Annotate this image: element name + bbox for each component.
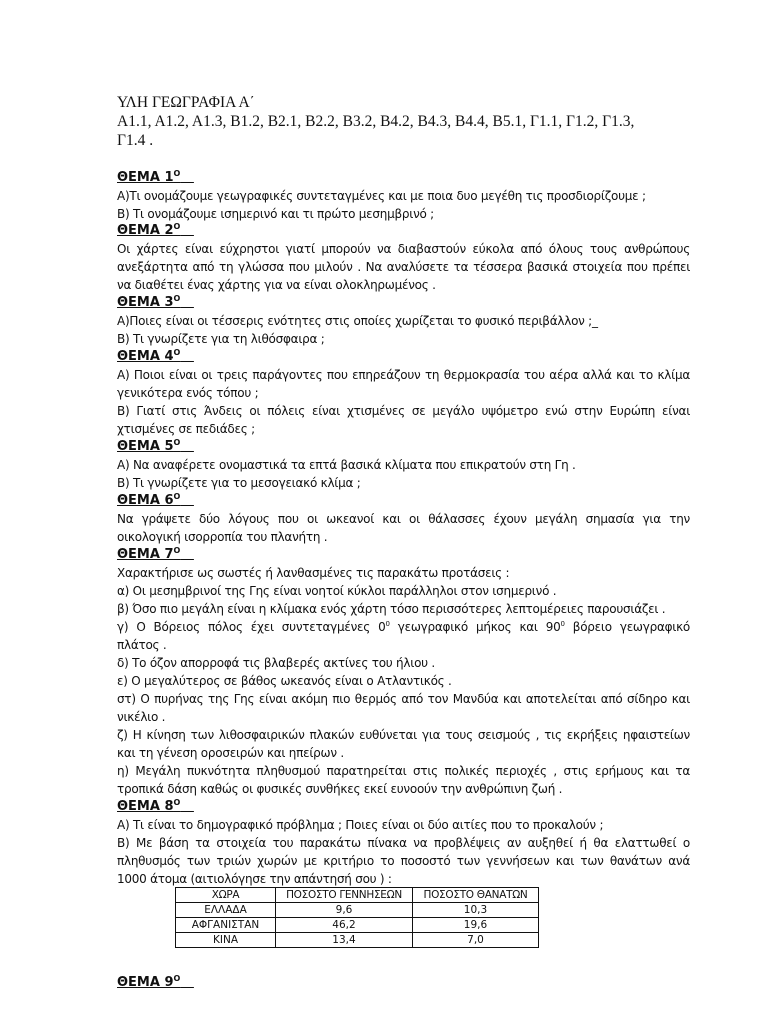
theme-5-heading: ΘΕΜΑ $5^O$ (117, 438, 181, 454)
theme-7-statement-d: δ) Το όζον απορροφά τις βλαβερές ακτίνες του ήλιου . (117, 656, 435, 670)
theme-9-heading: ΘΕΜΑ $9^O$ (117, 974, 181, 990)
syllabus-units: Α1.1, Α1.2, Α1.3, Β1.2, Β2.1, Β2.2, Β3.2, Β4.2, Β4.3, Β4.4, Β5.1, Γ1.1, Γ1.2, Γ1.3, (117, 113, 635, 130)
theme-1-question-a: Α)Τι ονομάζουμε γεωγραφικές συντεταγμένες και με ποια δυο μεγέθη τις προσδιορίζουμε ; (117, 189, 646, 203)
table-header-cell: ΠΟΣΟΣΤΟ ΘΑΝΑΤΩΝ (413, 888, 539, 903)
theme-1-question-b: Β) Τι ονομάζουμε ισημερινό και τι πρώτο μεσημβρινό ; (117, 207, 434, 221)
table-cell-deaths: 19,6 (413, 918, 539, 933)
table-cell-births: 9,6 (276, 903, 413, 918)
theme-8-question-b-line2: πληθυσμός των τριών χωρών με κριτήριο το ποσοστό των γεννήσεων και των θανάτων ανά (117, 854, 690, 868)
theme-7-statement-b: β) Όσο πιο μεγάλη είναι η κλίμακα ενός χάρτη τόσο περισσότερες λεπτομέρειες παρουσιάζει . (117, 602, 666, 616)
theme-2-heading: ΘΕΜΑ $2^O$ (117, 222, 181, 238)
theme-8-question-b-line1: Β) Με βάση τα στοιχεία του παρακάτω πίνακα να προβλέψεις αν αυξηθεί ή θα ελαττωθεί ο (117, 836, 690, 850)
table-cell-country: ΕΛΛΑΔΑ (176, 903, 276, 918)
theme-1-heading: ΘΕΜΑ $1^O$ (117, 169, 181, 185)
theme-7-intro: Χαρακτήρισε ως σωστές ή λανθασμένες τις παρακάτω προτάσεις : (117, 566, 510, 580)
table-cell-deaths: 10,3 (413, 903, 539, 918)
table-cell-deaths: 7,0 (413, 933, 539, 948)
subject-title: ΥΛΗ ΓΕΩΓΡΑΦΙΑ Α΄ (117, 94, 255, 111)
theme-7-statement-z-line1: ζ) Η κίνηση των λιθοσφαιρικών πλακών ευθύνεται για τους σεισμούς , τις εκρήξεις ηφαιστείων (117, 728, 690, 742)
theme-7-statement-c-line1: γ) Ο Βόρειος πόλος έχει συντεταγμένες $0^0$ γεωγραφικό μήκος και $90^0$ βόρειο γεωγραφικό (117, 620, 690, 634)
theme-7-statement-a: α) Οι μεσημβρινοί της Γης είναι νοητοί κύκλοι παράλληλοι στον ισημερινό . (117, 584, 557, 598)
theme-4-question-a-line1: Α) Ποιοι είναι οι τρεις παράγοντες που επηρεάζουν τη θερμοκρασία του αέρα αλλά και το κλίμα (117, 368, 690, 382)
theme-7-statement-z-line2: και τη γένεση οροσειρών και ηπείρων . (117, 746, 344, 760)
theme-2-text-line2: ανεξάρτητα από τη γλώσσα που μιλούν . Να αναλύσετε τα τέσσερα βασικά στοιχεία που πρέπει (117, 260, 690, 274)
table-header-row (176, 888, 539, 903)
theme-3-question-a: Α)Ποιες είναι οι τέσσερις ενότητες στις οποίες χωρίζεται το φυσικό περιβάλλον ;_ (117, 314, 598, 328)
table-header-cell: ΧΩΡΑ (176, 888, 276, 903)
theme-7-heading: ΘΕΜΑ $7^O$ (117, 546, 181, 562)
theme-2-text-line3: να διαθέτει ένας χάρτης για να είναι ολοκληρωμένος . (117, 278, 436, 292)
theme-7-statement-h-line1: η) Μεγάλη πυκνότητα πληθυσμού παρατηρείται στις πολικές περιοχές , στις ερήμους και τα (117, 764, 690, 778)
table-cell-country: ΑΦΓΑΝΙΣΤΑΝ (176, 918, 276, 933)
theme-5-question-a: Α) Να αναφέρετε ονομαστικά τα επτά βασικά κλίματα που επικρατούν στη Γη . (117, 458, 576, 472)
birth-death-rate-table (175, 887, 539, 948)
theme-4-question-a-line2: γενικότερα ενός τόπου ; (117, 386, 259, 400)
table-row (176, 903, 539, 918)
theme-4-question-b-line1: Β) Γιατί στις Άνδεις οι πόλεις είναι χτισμένες σε μεγάλο υψόμετρο ενώ στην Ευρώπη είναι (117, 404, 690, 418)
theme-6-heading: ΘΕΜΑ $6^O$ (117, 492, 181, 508)
table-header-cell: ΠΟΣΟΣΤΟ ΓΕΝΝΗΣΕΩΝ (276, 888, 413, 903)
theme-6-text-line1: Να γράψετε δύο λόγους που οι ωκεανοί και οι θάλασσες έχουν μεγάλη σημασία για την (117, 512, 690, 526)
syllabus-units-cont: Γ1.4 . (117, 132, 154, 149)
theme-4-heading: ΘΕΜΑ $4^O$ (117, 348, 181, 364)
theme-7-statement-st-line2: νικέλιο . (117, 710, 166, 724)
table-cell-births: 13,4 (276, 933, 413, 948)
table-cell-country: ΚΙΝΑ (176, 933, 276, 948)
theme-5-question-b: Β) Τι γνωρίζετε για το μεσογειακό κλίμα ; (117, 476, 361, 490)
theme-2-text-line1: Οι χάρτες είναι εύχρηστοι γιατί μπορούν να διαβαστούν εύκολα από όλους τους ανθρώπους (117, 242, 690, 256)
theme-4-question-b-line2: χτισμένες σε πεδιάδες ; (117, 422, 255, 436)
table-cell-births: 46,2 (276, 918, 413, 933)
table-row (176, 933, 539, 948)
theme-7-statement-h-line2: τροπικά δάση καθώς οι φυσικές συνθήκες εκεί ευνοούν την ανθρώπινη ζωή . (117, 782, 563, 796)
theme-8-heading: ΘΕΜΑ $8^O$ (117, 798, 181, 814)
theme-8-question-b-line3: 1000 άτομα (αιτιολόγησε την απάντησή σου ) : (117, 872, 392, 886)
table-row (176, 918, 539, 933)
theme-7-statement-st-line1: στ) Ο πυρήνας της Γης είναι ακόμη πιο θερμός από τον Μανδύα και αποτελείται από σίδηρο και (117, 692, 690, 706)
theme-3-heading: ΘΕΜΑ $3^O$ (117, 294, 181, 310)
theme-6-text-line2: οικολογική ισορροπία του πλανήτη . (117, 530, 328, 544)
theme-3-question-b: Β) Τι γνωρίζετε για τη λιθόσφαιρα ; (117, 332, 325, 346)
theme-7-statement-c-line2: πλάτος . (117, 638, 167, 652)
theme-7-statement-e: ε) Ο μεγαλύτερος σε βάθος ωκεανός είναι ο Ατλαντικός . (117, 674, 452, 688)
theme-8-question-a: Α) Τι είναι το δημογραφικό πρόβλημα ; Ποιες είναι οι δύο αιτίες που το προκαλούν ; (117, 818, 604, 832)
